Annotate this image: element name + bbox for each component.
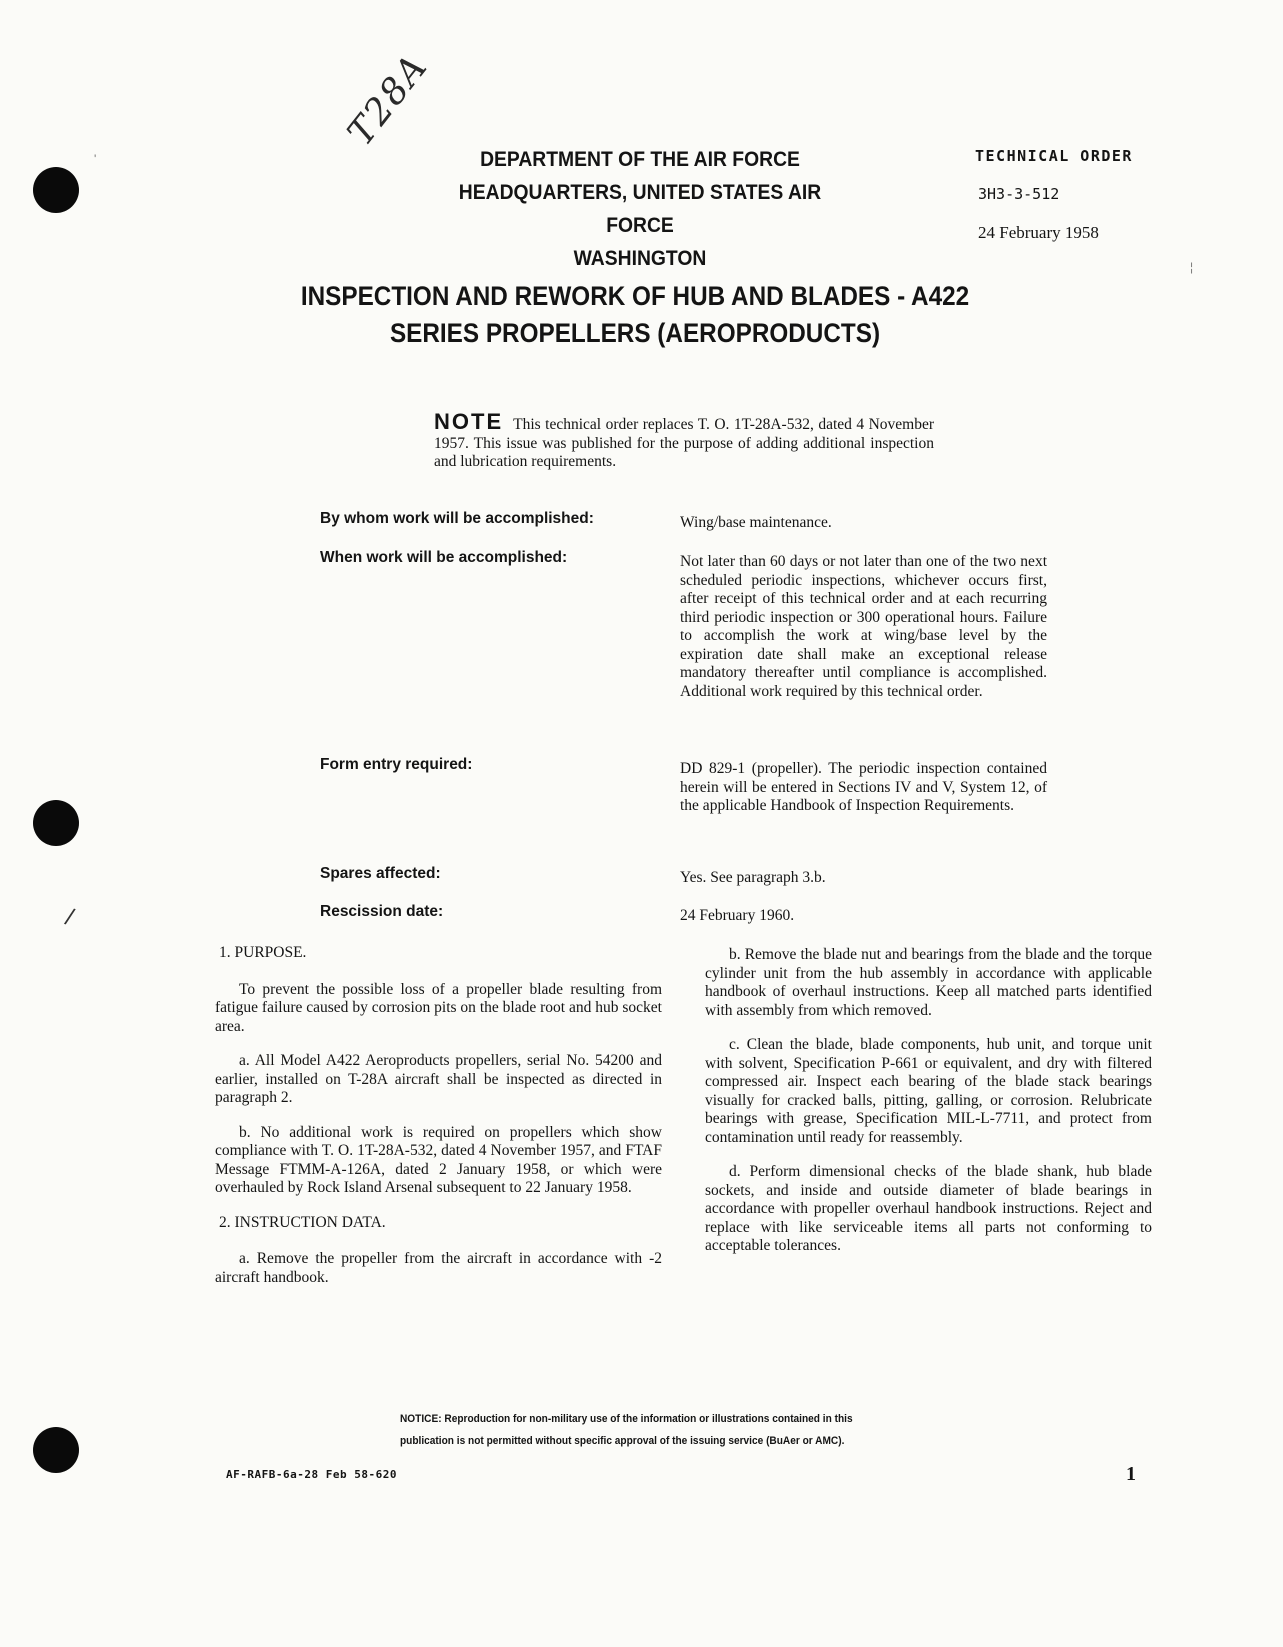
binder-hole-middle [33,800,79,846]
paragraph: d. Perform dimensional checks of the blade shank, hub blade sockets, and inside and outside diameter of blade bearings in accordance with propeller overhaul handbook instructions. Reject and replace with like serviceable items all parts not conforming to acceptable tolerances. [705,1163,1152,1254]
binder-hole-bottom [33,1427,79,1473]
order-date: 24 February 1958 [978,223,1099,242]
reproduction-notice: NOTICE: Reproduction for non-military use of the information or illustrations contained in this publication is not permitted without specific approval of the issuing service (BuAer or AMC). [400,1413,853,1447]
note-label: NOTE [434,409,504,434]
page-number: 1 [1126,1463,1136,1485]
by-whom-label: By whom work will be accomplished: [320,510,594,527]
title-line: SERIES PROPELLERS (AEROPRODUCTS) [389,318,881,348]
body-right-column [705,946,1152,1272]
when-value: Not later than 60 days or not later than one of the two next scheduled periodic inspections, whichever occurs first, after receipt of this technical order and at each recurring third periodic inspection or 300 operational hours. Failure to accomplish the work at wing/base level by the expiration date shall make an exceptional release mandatory thereafter until compliance is accomplished. Additional work required by this technical order. [680,553,1047,700]
print-code: AF-RAFB-6a-28 Feb 58-620 [226,1468,397,1481]
order-number: 3H3-3-512 [978,185,1060,203]
by-whom-value: Wing/base maintenance. [680,514,832,531]
paragraph: a. All Model A422 Aeroproducts propellers, serial No. 54200 and earlier, installed on T-28A aircraft shall be inspected as directed in paragraph 2. [215,1052,662,1106]
rescission-value: 24 February 1960. [680,907,795,924]
title-line: INSPECTION AND REWORK OF HUB AND BLADES - A422 [300,281,970,311]
section-2-heading: 2. INSTRUCTION DATA. [219,1213,386,1231]
rescission-label: Rescission date: [320,903,444,920]
department-line: WASHINGTON [573,247,707,270]
body-left-column [215,944,662,1303]
technical-order-label: TECHNICAL ORDER [975,147,1133,165]
note-text: This technical order replaces T. O. 1T-28A-532, dated 4 November 1957. This issue was published for the purpose of adding additional inspection and lubrication requirements. [434,416,934,470]
paragraph: a. Remove the propeller from the aircraft in accordance with -2 aircraft handbook. [215,1250,662,1286]
department-line: DEPARTMENT OF THE AIR FORCE [480,148,800,171]
note-block [434,409,934,472]
when-label: When work will be accomplished: [320,549,568,566]
spares-label: Spares affected: [320,865,441,882]
paragraph: To prevent the possible loss of a propeller blade resulting from fatigue failure caused by corrosion pits on the blade root and hub socket area. [215,980,662,1035]
handwritten-note: T28A [340,46,437,154]
form-entry-value: DD 829-1 (propeller). The periodic inspection contained herein will be entered in Sections IV and V, System 12, of the applicable Handbook of Inspection Requirements. [680,760,1047,814]
department-line: HEADQUARTERS, UNITED STATES AIR FORCE [458,181,822,237]
department-block [456,143,824,275]
margin-slash: / [62,903,77,932]
margin-tick: ' [94,152,97,166]
form-entry-label: Form entry required: [320,756,473,773]
paragraph: c. Clean the blade, blade components, hub unit, and torque unit with solvent, Specification P-661 or equivalent, and dry with filtered compressed air. Inspect each bearing of the blade stack bearings visually for cracked balls, pitting, galling, or corrosion. Relubricate bearings with grease, Specification MIL-L-7711, and protect from contamination until ready for reassembly. [705,1036,1152,1146]
document-title [244,278,1027,352]
binder-hole-top [33,167,79,213]
spares-value: Yes. See paragraph 3.b. [680,869,826,886]
paragraph: b. Remove the blade nut and bearings from the blade and the torque cylinder unit from the hub assembly in accordance with applicable handbook of overhaul instructions. Keep all matched parts identified with assembly from which removed. [705,946,1152,1019]
paragraph: b. No additional work is required on propellers which show compliance with T. O. 1T-28A-532, dated 4 November 1957, and FTAF Message FTMM-A-126A, dated 2 January 1958, or which were overhauled by Rock Island Arsenal subsequent to 22 January 1958. [215,1123,662,1196]
margin-tick: ¦ [1190,260,1194,274]
section-1-heading: 1. PURPOSE. [219,944,307,961]
